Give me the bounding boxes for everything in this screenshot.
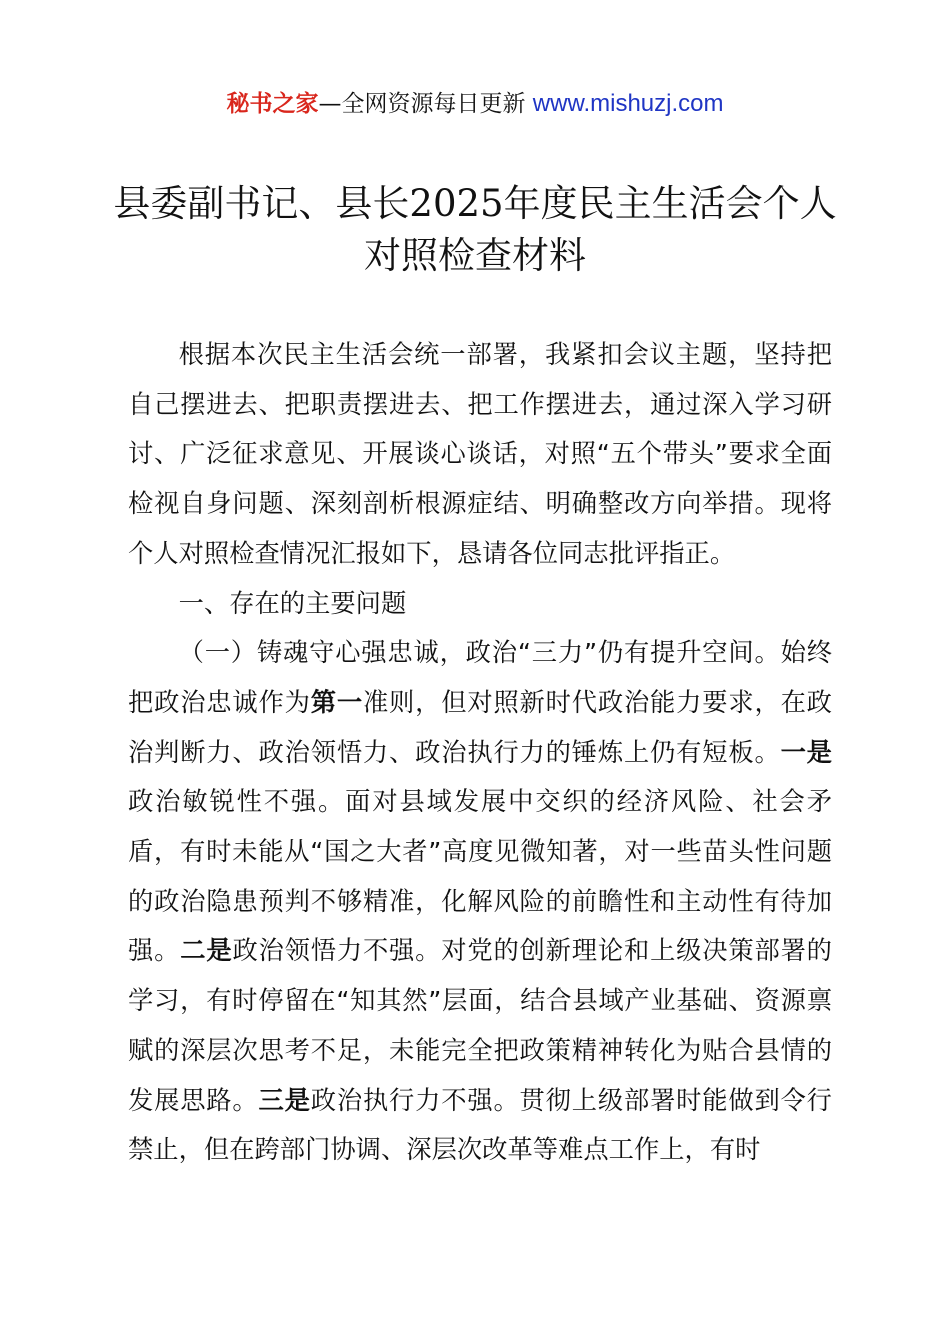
header-tagline: —全网资源每日更新: [318, 91, 533, 117]
title-line-2: 对照检查材料: [364, 234, 586, 277]
emphasis-text: 二是: [180, 936, 233, 966]
paragraph-text: （一）铸魂守心强忠诚，政治“三力”仍有提升空间。始终把政治忠诚作为: [128, 638, 832, 717]
emphasis-text: 第一: [310, 687, 363, 717]
document-title: [60, 178, 890, 282]
problem-paragraph-1: [128, 628, 832, 1175]
intro-paragraph: 根据本次民主生活会统一部署，我紧扣会议主题，坚持把自己摆进去、把职责摆进去、把工作摆进去，通过深入学习研讨、广泛征求意见、开展谈心谈话，对照“五个带头”要求全面检视自身问题、深刻剖析根源症结、明确整改方向举措。现将个人对照检查情况汇报如下，恳请各位同志批评指正。: [128, 340, 832, 568]
paragraph-text: 政治领悟力不强。对党的创新理论和上级决策部署的学习，有时停留在“知其然”层面，结合县域产业基础、资源禀赋的深层次思考不足，未能完全把政策精神转化为贴合县情的发展思路。: [128, 936, 832, 1115]
paragraph-text: 政治执行力不强。贯彻上级部署时能做到令行禁止，但在跨部门协调、深层次改革等难点工作上，有时: [128, 1085, 832, 1165]
paragraph-text: 政治敏锐性不强。面对县域发展中交织的经济风险、社会矛盾，有时未能从“国之大者”高度见微知著，对一些苗头性问题的政治隐患预判不够精准，化解风险的前瞻性和主动性有待加强。: [128, 787, 832, 966]
emphasis-text: 一是: [780, 737, 832, 767]
site-url-link[interactable]: www.mishuzj.com: [532, 90, 724, 117]
site-header: [0, 86, 950, 122]
title-line-1: 县委副书记、县长2025年度民主生活会个人: [113, 182, 837, 225]
paragraph-text: 准则，但对照新时代政治能力要求，在政治判断力、政治领悟力、政治执行力的锤炼上仍有短板。: [128, 687, 832, 767]
emphasis-text: 三是: [258, 1085, 311, 1115]
brand-name: 秘书之家: [226, 91, 319, 117]
document-body: [128, 330, 832, 1175]
section-heading: 一、存在的主要问题: [178, 588, 407, 618]
